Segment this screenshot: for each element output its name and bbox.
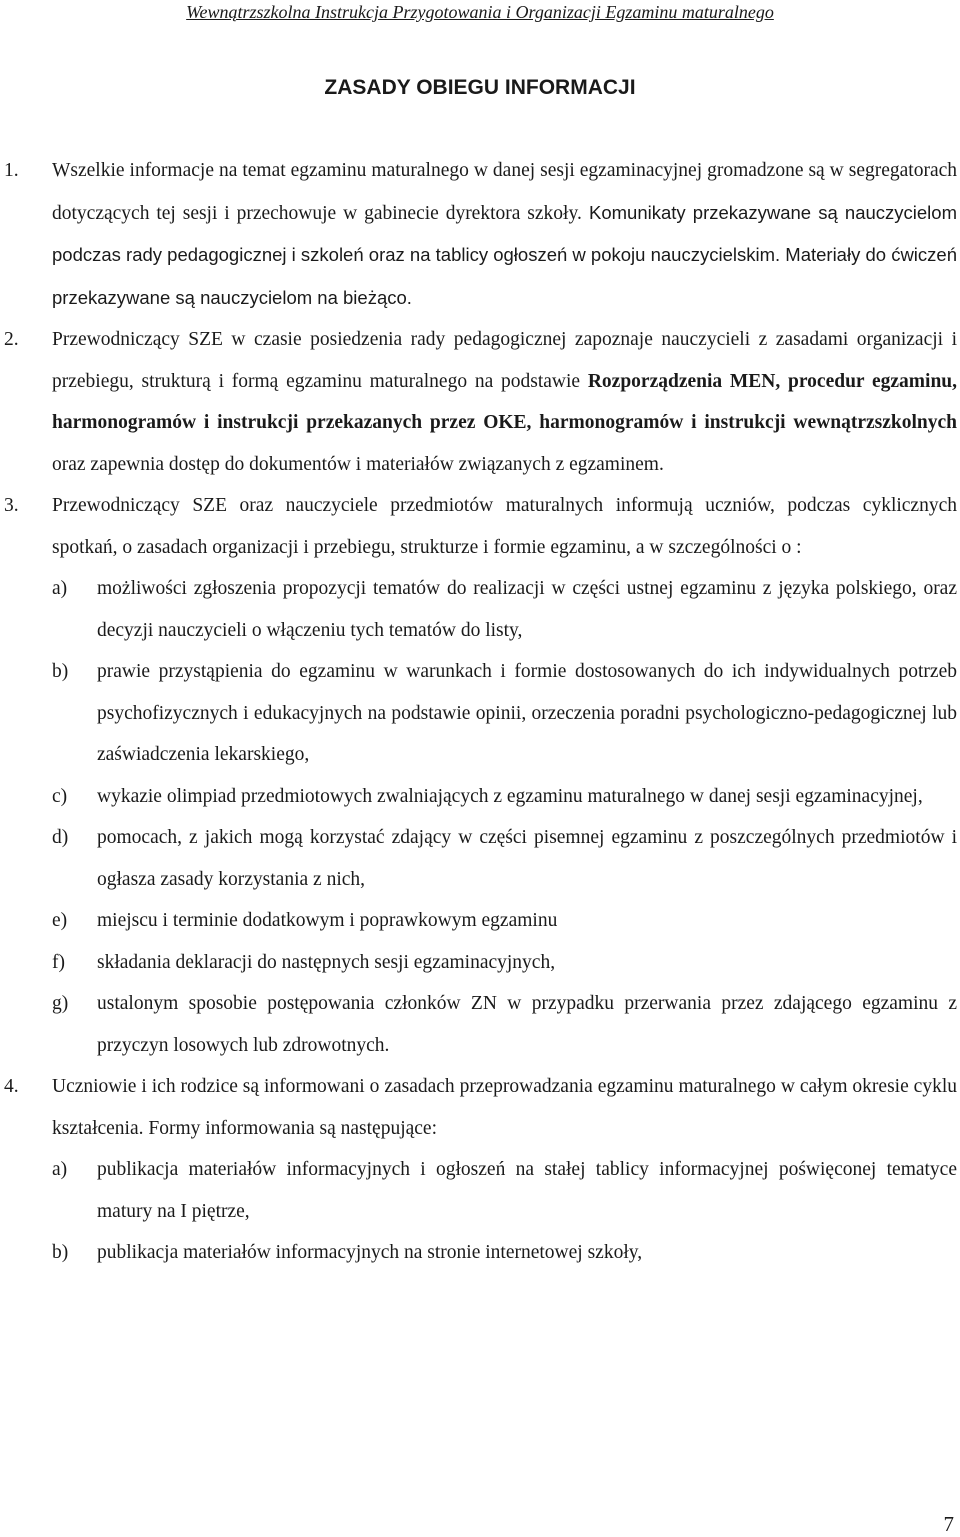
sub-item-text: ustalonym sposobie postępowania członków ZN w przypadku przerwania przez zdającego egzaminu z przyczyn losowych lub zdrowotnych. — [97, 993, 957, 1056]
sub-item-text: możliwości zgłoszenia propozycji tematów do realizacji w części ustnej egzaminu z języka polskiego, oraz decyzji nauczycieli o włączeniu tych tematów do listy, — [97, 578, 957, 641]
item-text-sans: Komunikaty przekazywane są nauczycielom podczas rady pedagogicznej i szkoleń oraz na tablicy ogłoszeń w pokoju nauczycielskim. Materiały do ćwiczeń przekazywane są nauczycielom na bieżąco. — [52, 201, 957, 308]
sub-item-text: publikacja materiałów informacyjnych na stronie internetowej szkoły, — [97, 1242, 643, 1263]
item-text: oraz zapewnia dostęp do dokumentów i materiałów związanych z egzaminem. — [52, 453, 664, 475]
sub-item-text: miejscu i terminie dodatkowym i poprawkowym egzaminu — [97, 910, 558, 931]
sub-item — [0, 776, 960, 818]
sub-item-label: d) — [52, 827, 69, 848]
list-item-2 — [0, 319, 960, 485]
sub-item-label: a) — [52, 578, 68, 599]
sub-item-label: c) — [52, 785, 68, 807]
sub-item-text: prawie przystąpienia do egzaminu w warunkach i formie dostosowanych do ich indywidualnych potrzeb psychofizycznych i edukacyjnych na podstawie opinii, orzeczenia poradni psychologiczno-pedagogicznej lub zaświadczenia lekarskiego, — [97, 661, 957, 765]
document-body — [0, 150, 960, 1274]
sub-item-label: b) — [52, 1242, 69, 1263]
item-text: Przewodniczący SZE w czasie posiedzenia rady pedagogicznej zapoznaje nauczycieli z zasadami organizacji i przebiegu, strukturą i formą egzaminu maturalnego na podstawie — [52, 329, 957, 392]
sub-item — [0, 568, 960, 651]
document-header — [0, 0, 960, 24]
page-number: 7 — [943, 1512, 954, 1536]
item-number: 1. — [4, 160, 19, 181]
sub-item — [0, 651, 960, 776]
sub-item-text: wykazie olimpiad przedmiotowych zwalniających z egzaminu maturalnego w danej sesji egzaminacyjnej, — [97, 785, 923, 807]
sub-item-text: pomocach, z jakich mogą korzystać zdający w części pisemnej egzaminu z poszczególnych przedmiotów i ogłasza zasady korzystania z nich, — [97, 827, 957, 890]
sub-item-label: f) — [52, 951, 65, 973]
item-text: Wszelkie informacje na temat egzaminu maturalnego w danej sesji egzaminacyjnej gromadzone są w segregatorach dotyczących tej sesji i przechowuje w gabinecie dyrektora szkoły. — [52, 160, 957, 224]
sub-item-label: b) — [52, 661, 69, 682]
sub-item-text: publikacja materiałów informacyjnych i ogłoszeń na stałej tablicy informacyjnej poświęconej tematyce matury na I piętrze, — [97, 1159, 957, 1222]
sub-item-label: a) — [52, 1159, 68, 1180]
sub-item — [0, 942, 960, 984]
sub-item — [0, 1149, 960, 1232]
sub-item — [0, 1232, 960, 1274]
sub-item-label: g) — [52, 993, 69, 1014]
sub-item — [0, 817, 960, 900]
item-text: Przewodniczący SZE oraz nauczyciele przedmiotów maturalnych informują uczniów, podczas cyklicznych spotkań, o zasadach organizacji i przebiegu, strukturze i formie egzaminu, a w szczególności o : — [52, 495, 957, 558]
item-number: 2. — [4, 329, 19, 350]
item-text: Uczniowie i ich rodzice są informowani o zasadach przeprowadzania egzaminu maturalnego w całym okresie cyklu kształcenia. Formy informowania są następujące: — [52, 1076, 957, 1139]
item-number: 3. — [4, 495, 19, 516]
sub-item — [0, 900, 960, 942]
sub-item-text: składania deklaracji do następnych sesji egzaminacyjnych, — [97, 951, 556, 973]
list-item-1 — [0, 150, 960, 319]
item-number: 4. — [4, 1076, 19, 1097]
list-item-4 — [0, 1066, 960, 1149]
sub-item — [0, 983, 960, 1066]
item-text-bold: Rozporządzenia MEN, procedur egzaminu, harmonogramów i instrukcji przekazanych przez OKE, harmonogramów i instrukcji wewnątrzszkolnych — [52, 370, 958, 433]
section-title: ZASADY OBIEGU INFORMACJI — [324, 76, 636, 99]
list-item-3 — [0, 485, 960, 568]
header-text: Wewnątrzszkolna Instrukcja Przygotowania i Organizacji Egzaminu maturalnego — [186, 2, 774, 22]
sub-item-label: e) — [52, 910, 68, 931]
